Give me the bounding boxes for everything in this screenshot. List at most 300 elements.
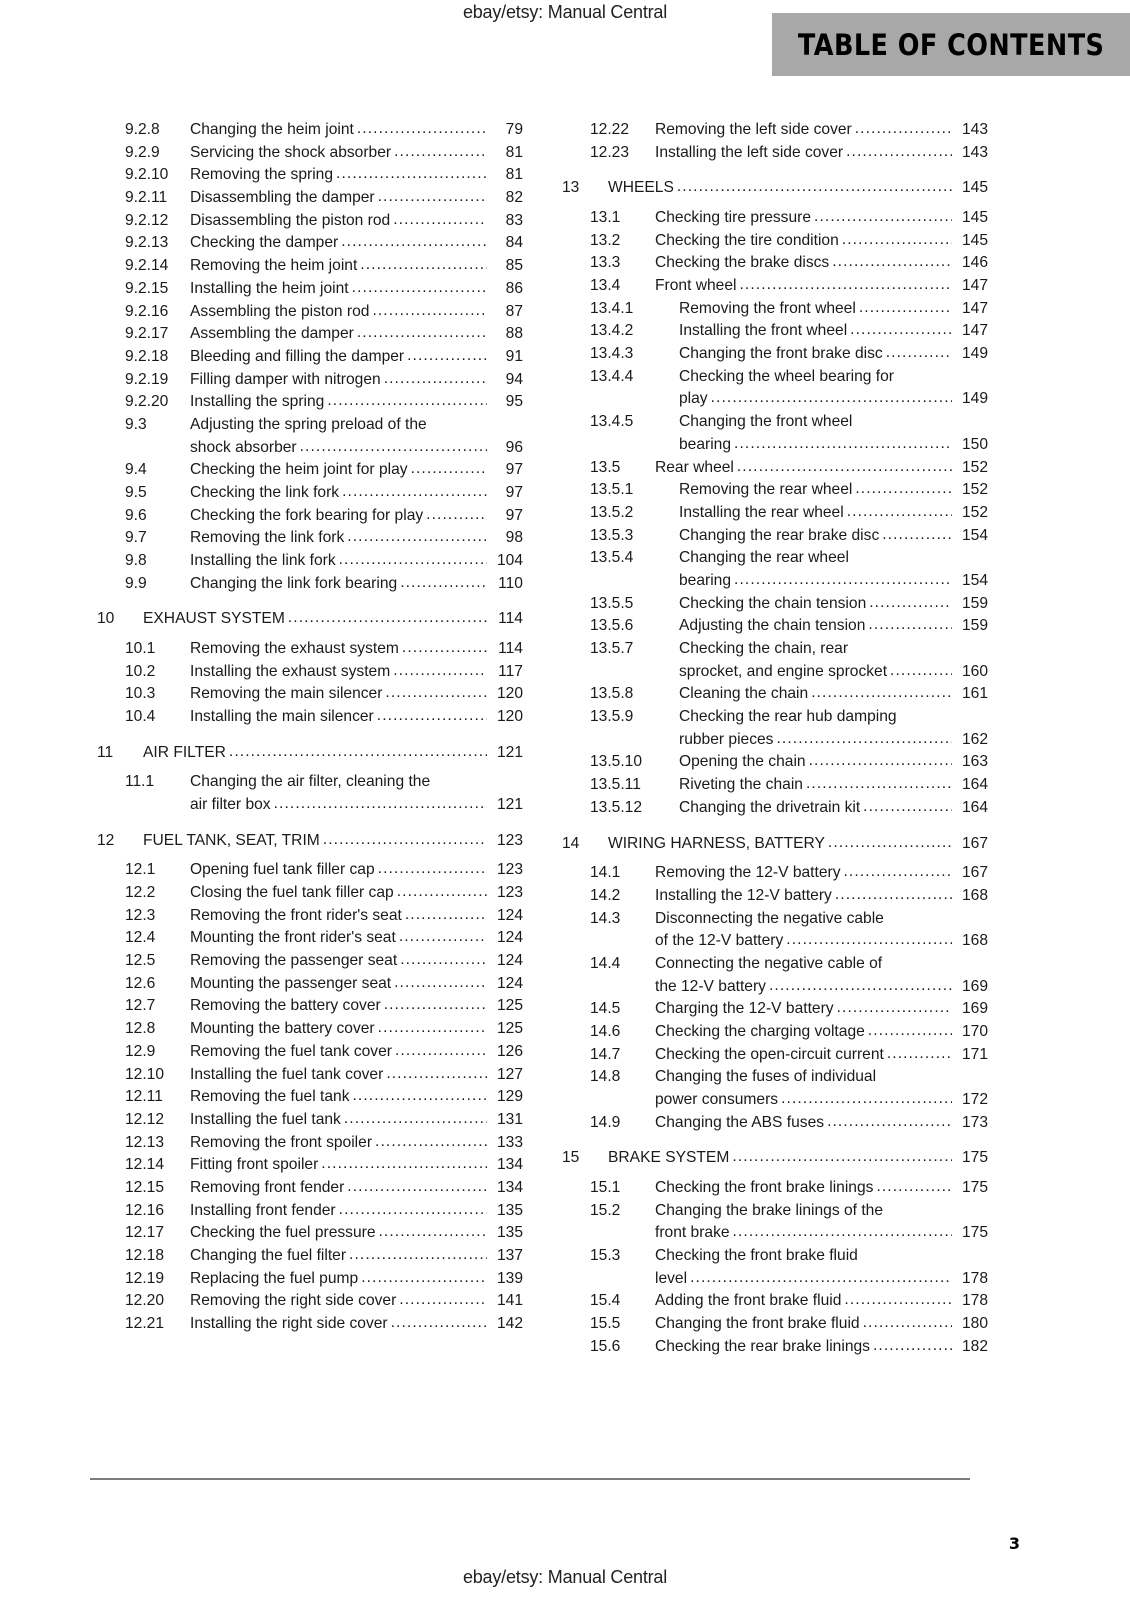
toc-entry-number: 10.2 (125, 662, 156, 680)
toc-entry-number: 15.3 (590, 1247, 621, 1265)
toc-entry-title-block (190, 1044, 523, 1060)
toc-entry-title: Opening the chain (679, 753, 806, 771)
toc-entry[interactable] (553, 1339, 988, 1362)
toc-entry-number: 9.6 (125, 506, 147, 524)
toc-entry[interactable] (553, 323, 988, 346)
toc-leader-dots (321, 1156, 487, 1172)
toc-entry[interactable] (88, 686, 523, 709)
toc-entry-number: 15.4 (590, 1292, 621, 1310)
toc-entry-page: 164 (961, 798, 988, 816)
toc-entry-title: Checking the front brake linings (655, 1178, 874, 1196)
toc-entry[interactable] (553, 911, 988, 956)
toc-entry-number: 11 (97, 743, 114, 761)
toc-entry-number: 13.5 (590, 458, 621, 476)
toc-entry-number: 9.2.15 (125, 279, 169, 297)
toc-leader-dots (353, 1088, 488, 1104)
toc-entry-title: Removing the right side cover (190, 1292, 397, 1310)
toc-entry-title-block (666, 618, 988, 634)
toc-leader-dots (832, 254, 952, 270)
toc-entry[interactable] (553, 686, 988, 709)
toc-entry-title: Removing the spring (190, 166, 334, 184)
toc-entry-title: Assembling the piston rod (190, 302, 370, 320)
toc-entry-title-block (190, 953, 523, 969)
toc-entry-number: 9.9 (125, 574, 147, 592)
toc-entry-title-block (655, 1203, 988, 1241)
table-of-contents-banner (772, 13, 1130, 76)
toc-column-right (553, 122, 988, 1361)
toc-entry-page: 145 (961, 208, 988, 226)
toc-entry-title-block (655, 1024, 988, 1040)
toc-entry-title: Removing the left side cover (655, 121, 852, 138)
toc-entry-number: 9.2.9 (125, 143, 160, 161)
toc-entry[interactable] (553, 505, 988, 528)
toc-entry-page: 120 (496, 708, 523, 726)
toc-entry-title: Disassembling the piston rod (190, 211, 391, 229)
toc-leader-dots (229, 744, 487, 760)
toc-entry[interactable] (88, 885, 523, 908)
toc-entry-title-block (190, 686, 523, 702)
toc-entry[interactable] (88, 462, 523, 485)
toc-entry[interactable] (88, 641, 523, 664)
toc-entry[interactable] (88, 820, 523, 863)
toc-leader-dots (400, 952, 487, 968)
toc-entry-title-block (143, 611, 523, 627)
toc-leader-dots (809, 753, 952, 769)
toc-entry-number: 9.2.20 (125, 393, 169, 411)
toc-leader-dots (405, 907, 487, 923)
toc-leader-dots (349, 1247, 487, 1263)
toc-entry[interactable] (553, 460, 988, 483)
toc-entry[interactable] (88, 774, 523, 819)
toc-entry-page: 96 (505, 438, 523, 456)
toc-entry-number: 13.4.4 (590, 367, 634, 385)
toc-entry[interactable] (553, 255, 988, 278)
toc-entry-page: 124 (496, 906, 523, 924)
toc-leader-dots (886, 345, 952, 361)
toc-entry[interactable] (553, 1024, 988, 1047)
toc-entry-title: Changing the link fork bearing (190, 574, 398, 592)
toc-entry-page: 97 (505, 506, 523, 524)
toc-leader-dots (769, 978, 952, 994)
toc-entry-page: 149 (961, 345, 988, 363)
toc-entry-title-block (190, 167, 523, 183)
toc-entry-title-block (655, 1180, 988, 1196)
toc-entry-title: Changing the front wheel (679, 413, 853, 431)
toc-entry[interactable] (553, 1069, 988, 1114)
toc-entry-number: 14.8 (590, 1068, 621, 1086)
toc-entry-title-block (190, 664, 523, 680)
toc-entry-title: Checking the rear hub damping (679, 708, 897, 726)
toc-entry-page: 147 (961, 277, 988, 295)
toc-leader-dots (394, 975, 487, 991)
toc-entry-title-block (666, 686, 988, 702)
toc-leader-dots (827, 1114, 952, 1130)
toc-entry-page: 159 (961, 594, 988, 612)
toc-entry[interactable] (88, 1157, 523, 1180)
toc-entry[interactable] (553, 641, 988, 686)
toc-entry[interactable] (553, 1115, 988, 1138)
toc-entry-number: 12.17 (125, 1224, 165, 1242)
toc-entry-page: 167 (961, 834, 988, 852)
toc-entry-title: Installing the fuel tank (190, 1110, 341, 1128)
toc-entry-number: 12.1 (125, 861, 156, 879)
toc-entry-page: 168 (961, 886, 988, 904)
toc-entry-title-block (666, 550, 988, 588)
toc-entry-title: Riveting the chain (679, 776, 803, 794)
toc-entry-page: 169 (961, 977, 988, 995)
toc-entry[interactable] (88, 213, 523, 236)
toc-entry-number: 13.5.12 (590, 798, 643, 816)
toc-leader-dots (336, 166, 487, 182)
toc-entry-title-block (655, 278, 988, 294)
toc-leader-dots (835, 887, 952, 903)
toc-entry-page: 84 (505, 234, 523, 252)
toc-leader-dots (274, 796, 487, 812)
toc-entry-title: Front wheel (655, 277, 737, 295)
toc-entry-title-block (190, 122, 523, 138)
toc-entry[interactable] (553, 823, 988, 866)
toc-entry-title: Servicing the shock absorber (190, 143, 392, 161)
toc-leader-dots (806, 776, 952, 792)
toc-leader-dots (837, 1000, 952, 1016)
toc-leader-dots (357, 121, 487, 137)
toc-entry[interactable] (88, 1316, 523, 1339)
toc-entry-number: 13.5.1 (590, 481, 634, 499)
toc-entry[interactable] (553, 1203, 988, 1248)
toc-entry-title-block (190, 1112, 523, 1128)
toc-leader-dots (344, 1111, 487, 1127)
toc-entry[interactable] (88, 598, 523, 641)
toc-entry-title: Checking the brake discs (655, 254, 830, 272)
toc-entry-title: Adjusting the spring preload of the (190, 415, 427, 433)
toc-leader-dots (890, 663, 952, 679)
toc-entry-title-block (655, 1047, 988, 1063)
toc-entry-title-continued: bearing (679, 571, 732, 589)
toc-entry[interactable] (88, 908, 523, 931)
toc-entry[interactable] (553, 754, 988, 777)
toc-entry[interactable] (553, 233, 988, 256)
toc-entry-page: 159 (961, 617, 988, 635)
toc-leader-dots (347, 1179, 487, 1195)
toc-entry-page: 81 (505, 166, 523, 184)
toc-entry-page: 97 (505, 484, 523, 501)
toc-entry[interactable] (88, 1067, 523, 1090)
toc-entry-number: 14.9 (590, 1113, 621, 1131)
toc-entry-number: 15.5 (590, 1315, 621, 1333)
toc-entry-page: 167 (961, 864, 988, 882)
toc-entry-page: 175 (961, 1178, 988, 1196)
toc-entry-title-block (666, 369, 988, 407)
toc-entry-number: 13.4.1 (590, 299, 634, 317)
toc-entry[interactable] (88, 930, 523, 953)
toc-entry-title-continued: level (655, 1269, 688, 1287)
toc-entry-number: 13 (562, 179, 580, 197)
toc-entry-title-block (666, 800, 988, 816)
toc-entry-title-block (666, 482, 988, 498)
toc-entry-title-block (190, 235, 523, 251)
toc-entry-number: 9.2.14 (125, 257, 169, 275)
toc-entry-page: 145 (961, 179, 988, 197)
toc-entry[interactable] (88, 281, 523, 304)
toc-leader-dots (300, 439, 487, 455)
toc-entry-number: 12.4 (125, 929, 156, 947)
toc-leader-dots (341, 234, 487, 250)
toc-leader-dots (842, 232, 952, 248)
toc-leader-dots (846, 144, 952, 160)
toc-entry-number: 13.5.11 (590, 776, 641, 794)
toc-entry-title-block (190, 1248, 523, 1264)
toc-entry-title: Checking the front brake fluid (655, 1247, 858, 1265)
toc-entry[interactable] (88, 485, 523, 508)
toc-entry-page: 178 (961, 1292, 988, 1310)
toc-entry[interactable] (553, 528, 988, 551)
toc-entry-title: Changing the fuel filter (190, 1247, 347, 1265)
toc-entry[interactable] (553, 482, 988, 505)
toc-entry-number: 12.12 (125, 1110, 165, 1128)
toc-entry[interactable] (88, 508, 523, 531)
toc-entry-title: Removing the exhaust system (190, 640, 399, 658)
toc-entry[interactable] (553, 709, 988, 754)
toc-entry[interactable] (88, 976, 523, 999)
toc-entry[interactable] (553, 596, 988, 619)
toc-entry[interactable] (553, 1293, 988, 1316)
toc-entry[interactable] (88, 1271, 523, 1294)
toc-entry-page: 175 (961, 1224, 988, 1242)
toc-leader-dots (361, 1270, 487, 1286)
toc-entry-title-block (190, 485, 523, 501)
toc-entry-page: 169 (961, 1000, 988, 1018)
toc-entry-title-block (655, 1069, 988, 1107)
toc-entry-number: 12.3 (125, 906, 156, 924)
toc-leader-dots (391, 1315, 487, 1331)
toc-entry-title-block (666, 414, 988, 452)
toc-entry[interactable] (88, 1135, 523, 1158)
toc-entry[interactable] (88, 530, 523, 553)
toc-entry-title: Removing the link fork (190, 529, 345, 547)
toc-entry-title-block (190, 462, 523, 478)
toc-entry[interactable] (88, 1089, 523, 1112)
toc-entry-title: Checking the heim joint for play (190, 461, 408, 479)
toc-entry-title-block (143, 745, 523, 761)
toc-entry-page: 83 (505, 211, 523, 229)
toc-entry[interactable] (88, 235, 523, 258)
toc-entry[interactable] (553, 800, 988, 823)
toc-entry[interactable] (88, 304, 523, 327)
toc-entry-page: 81 (505, 143, 523, 161)
toc-entry-number: 12.15 (125, 1178, 165, 1196)
toc-entry-title-block (190, 930, 523, 946)
toc-entry[interactable] (553, 369, 988, 414)
toc-leader-dots (378, 1020, 487, 1036)
toc-entry-page: 91 (505, 347, 523, 365)
toc-entry[interactable] (553, 865, 988, 888)
toc-entry-number: 15.6 (590, 1337, 621, 1355)
toc-entry[interactable] (88, 417, 523, 462)
toc-entry-title: Installing the spring (190, 393, 325, 411)
toc-entry[interactable] (553, 956, 988, 1001)
toc-entry[interactable] (553, 1001, 988, 1024)
toc-entry[interactable] (88, 862, 523, 885)
toc-entry-page: 162 (961, 730, 988, 748)
toc-entry[interactable] (553, 1248, 988, 1293)
toc-entry[interactable] (553, 777, 988, 800)
toc-entry-title-block (666, 641, 988, 679)
toc-entry[interactable] (553, 1047, 988, 1070)
toc-entry-number: 14.7 (590, 1045, 621, 1063)
toc-entry-page: 168 (961, 932, 988, 950)
toc-leader-dots (855, 481, 952, 497)
toc-leader-dots (734, 436, 952, 452)
toc-entry[interactable] (88, 1180, 523, 1203)
toc-entry[interactable] (553, 145, 988, 168)
toc-entry-title: Removing the main silencer (190, 685, 383, 703)
toc-entry[interactable] (553, 414, 988, 459)
toc-entry[interactable] (553, 122, 988, 145)
toc-entry-number: 13.5.5 (590, 594, 634, 612)
toc-entry-number: 12.22 (590, 121, 630, 138)
toc-entry[interactable] (553, 346, 988, 369)
toc-entry[interactable] (88, 1225, 523, 1248)
toc-entry[interactable] (553, 301, 988, 324)
toc-entry-title: Removing the fuel tank (190, 1088, 350, 1106)
toc-entry[interactable] (88, 953, 523, 976)
toc-entry-page: 160 (961, 662, 988, 680)
toc-entry[interactable] (88, 349, 523, 372)
toc-entry-title: Removing the front wheel (679, 299, 856, 317)
toc-entry-title: Checking tire pressure (655, 208, 812, 226)
toc-entry[interactable] (88, 1248, 523, 1271)
toc-entry-number: 13.5.3 (590, 526, 634, 544)
toc-entry-title-block (190, 1293, 523, 1309)
toc-entry[interactable] (553, 888, 988, 911)
toc-entry-page: 135 (496, 1201, 523, 1219)
toc-entry-page: 134 (496, 1156, 523, 1174)
toc-entry[interactable] (88, 664, 523, 687)
toc-leader-dots (375, 1134, 487, 1150)
toc-entry-page: 172 (961, 1091, 988, 1108)
toc-entry-title-block (655, 1115, 988, 1131)
toc-entry-title-continued: play (679, 390, 708, 408)
toc-entry-page: 110 (498, 574, 523, 592)
toc-entry-page: 79 (505, 121, 523, 138)
toc-entry-title: Checking the chain tension (679, 594, 867, 612)
toc-entry[interactable] (553, 1180, 988, 1203)
toc-entry-title-block (190, 576, 523, 592)
toc-leader-dots (352, 280, 487, 296)
toc-entry[interactable] (553, 618, 988, 641)
toc-entry-number: 14.5 (590, 1000, 621, 1018)
toc-entry-number: 12.18 (125, 1247, 165, 1265)
toc-leader-dots (379, 1224, 488, 1240)
toc-entry-title-block (666, 528, 988, 544)
toc-entry-title: Changing the front brake fluid (655, 1315, 860, 1333)
toc-entry-number: 9.2.13 (125, 234, 169, 252)
toc-entry[interactable] (553, 210, 988, 233)
toc-entry-title: Checking the link fork (190, 484, 340, 501)
toc-entry[interactable] (88, 1044, 523, 1067)
toc-entry-title: Changing the brake linings of the (655, 1201, 883, 1219)
toc-entry[interactable] (88, 145, 523, 168)
toc-entry-number: 13.5.10 (590, 753, 643, 771)
toc-entry[interactable] (88, 732, 523, 775)
toc-entry[interactable] (88, 167, 523, 190)
toc-entry-title: Removing the fuel tank cover (190, 1042, 392, 1060)
toc-entry[interactable] (88, 1293, 523, 1316)
toc-entry-title-block (190, 1157, 523, 1173)
toc-entry-title: Removing the front spoiler (190, 1133, 373, 1151)
toc-leader-dots (850, 322, 952, 338)
toc-entry-title: Installing the front wheel (679, 322, 848, 340)
toc-entry-page: 143 (961, 121, 988, 138)
toc-entry-title-block (190, 190, 523, 206)
toc-entry-page: 141 (496, 1292, 523, 1310)
toc-entry-page: 95 (505, 393, 523, 411)
toc-leader-dots (739, 277, 952, 293)
toc-entry-title: BRAKE SYSTEM (608, 1149, 730, 1167)
toc-entry-number: 10.3 (125, 685, 156, 703)
toc-entry-number: 13.5.2 (590, 503, 634, 521)
toc-entry-page: 87 (505, 302, 523, 320)
toc-entry-title: Removing the rear wheel (679, 481, 853, 499)
toc-entry-title: FUEL TANK, SEAT, TRIM (143, 831, 320, 849)
toc-entry-number: 13.4 (590, 277, 621, 295)
toc-entry[interactable] (88, 122, 523, 145)
toc-leader-dots (399, 1292, 487, 1308)
toc-entry[interactable] (88, 326, 523, 349)
toc-entry[interactable] (553, 167, 988, 210)
toc-entry-title-block (190, 258, 523, 274)
toc-entry[interactable] (553, 1137, 988, 1180)
toc-entry[interactable] (88, 258, 523, 281)
toc-entry-number: 15.1 (590, 1178, 621, 1196)
toc-entry[interactable] (553, 550, 988, 595)
toc-entry-page: 85 (505, 257, 523, 275)
toc-entry-page: 123 (496, 831, 523, 849)
toc-leader-dots (407, 348, 487, 364)
toc-entry-title-block (190, 145, 523, 161)
toc-entry[interactable] (88, 1021, 523, 1044)
toc-entry[interactable] (88, 394, 523, 417)
toc-leader-dots (847, 504, 952, 520)
toc-entry-page: 125 (496, 997, 523, 1015)
toc-entry[interactable] (553, 278, 988, 301)
toc-entry[interactable] (88, 709, 523, 732)
toc-entry[interactable] (88, 1112, 523, 1135)
toc-leader-dots (400, 575, 487, 591)
toc-leader-dots (814, 209, 952, 225)
toc-entry[interactable] (88, 372, 523, 395)
toc-entry-number: 14.4 (590, 954, 621, 972)
toc-entry-number: 9.2.10 (125, 166, 169, 184)
toc-entry-number: 13.5.4 (590, 549, 634, 567)
toc-entry[interactable] (88, 998, 523, 1021)
toc-entry-page: 178 (961, 1269, 988, 1287)
toc-leader-dots (395, 1043, 487, 1059)
toc-entry[interactable] (88, 190, 523, 213)
toc-entry[interactable] (88, 553, 523, 576)
toc-entry[interactable] (553, 1316, 988, 1339)
toc-entry-page: 97 (505, 461, 523, 479)
toc-leader-dots (399, 929, 487, 945)
toc-entry-number: 12.23 (590, 143, 630, 161)
toc-entry-number: 12.10 (125, 1065, 165, 1083)
toc-leader-dots (811, 685, 952, 701)
toc-leader-dots (378, 189, 487, 205)
toc-entry[interactable] (88, 576, 523, 599)
toc-entry[interactable] (88, 1203, 523, 1226)
toc-entry-number: 12.19 (125, 1269, 165, 1287)
toc-entry-number: 10.4 (125, 708, 156, 726)
